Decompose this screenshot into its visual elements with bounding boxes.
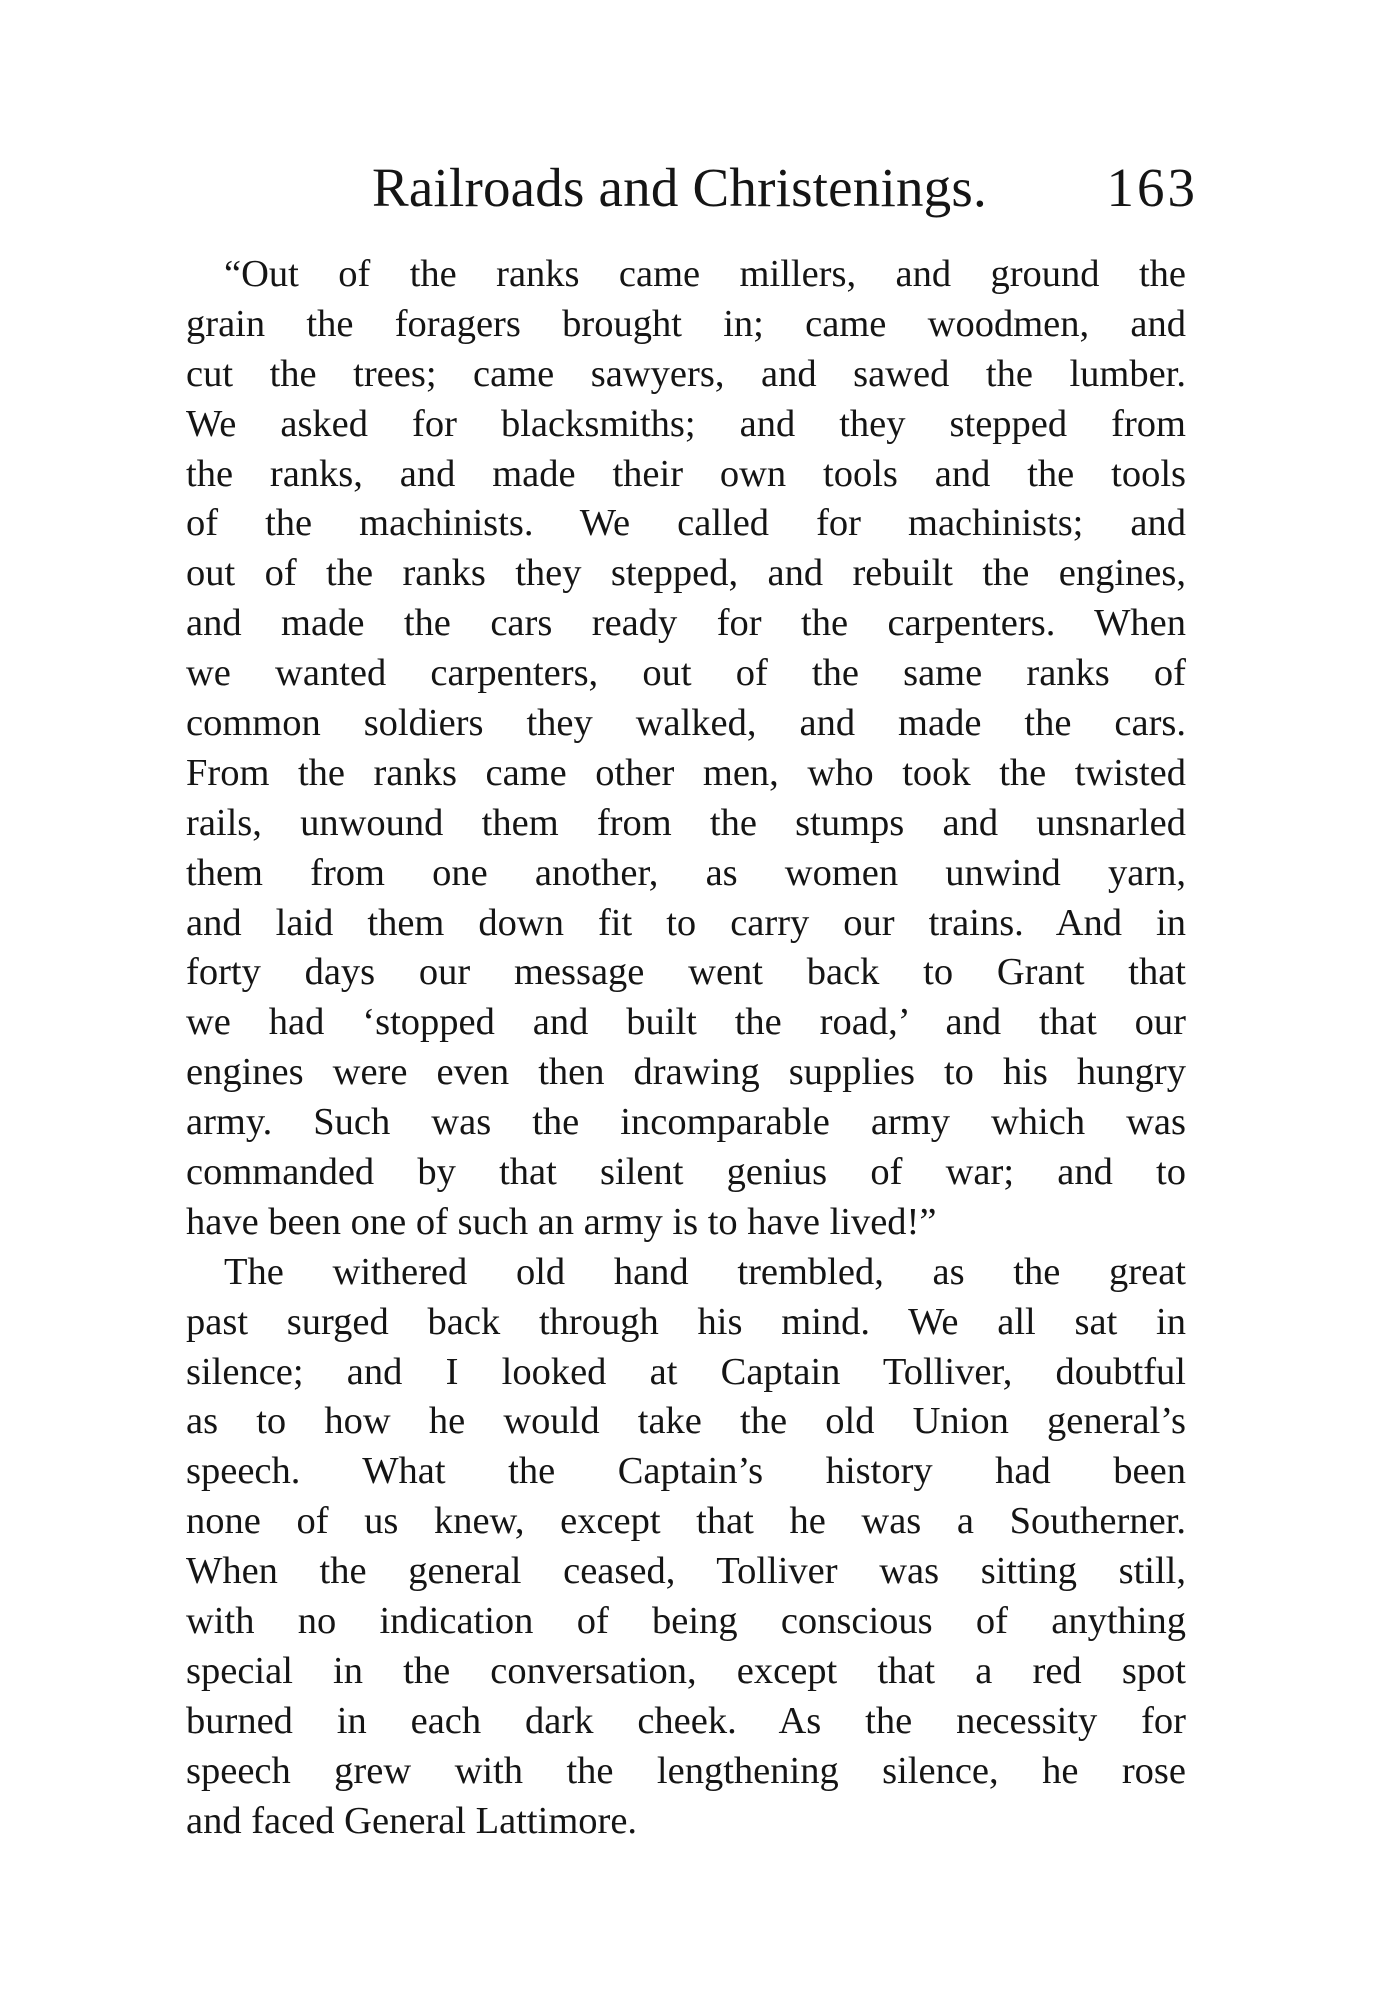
text-line: army. Such was the incomparable army which was: [186, 1101, 1186, 1144]
text-line: them from one another, as women unwind yarn,: [186, 851, 1186, 894]
text-line: speech. What the Captain’s history had been: [186, 1450, 1186, 1493]
text-line: and laid them down fit to carry our trains. And in: [186, 901, 1186, 944]
text-line: and faced General Lattimore.: [186, 1799, 638, 1842]
text-line: the ranks, and made their own tools and the tools: [186, 452, 1186, 495]
running-head: [372, 148, 1198, 228]
text-line: common soldiers they walked, and made the cars.: [186, 702, 1186, 745]
text-line: as to how he would take the old Union general’s: [186, 1400, 1186, 1443]
text-line: engines were even then drawing supplies to his hungry: [186, 1051, 1186, 1094]
text-line: silence; and I looked at Captain Tolliver, doubtful: [186, 1350, 1186, 1393]
text-line: we wanted carpenters, out of the same ranks of: [186, 652, 1186, 695]
text-line: From the ranks came other men, who took the twisted: [186, 751, 1186, 794]
text-line: have been one of such an army is to have lived!”: [186, 1200, 937, 1243]
text-line: commanded by that silent genius of war; and to: [186, 1151, 1186, 1194]
text-line: with no indication of being conscious of anything: [186, 1600, 1186, 1643]
text-line: rails, unwound them from the stumps and unsnarled: [186, 801, 1186, 844]
page-number: 163: [1106, 157, 1198, 218]
text-line: out of the ranks they stepped, and rebuilt the engines,: [186, 552, 1186, 595]
text-line: special in the conversation, except that a red spot: [186, 1649, 1186, 1692]
text-line: and made the cars ready for the carpenters. When: [186, 602, 1186, 645]
text-line: When the general ceased, Tolliver was sitting still,: [186, 1550, 1186, 1593]
text-line: past surged back through his mind. We all sat in: [186, 1300, 1186, 1343]
text-line: “Out of the ranks came millers, and ground the: [224, 253, 1186, 295]
text-line: speech grew with the lengthening silence, he rose: [186, 1749, 1186, 1792]
text-line: grain the foragers brought in; came woodmen, and: [186, 302, 1186, 345]
text-line: We asked for blacksmiths; and they stepped from: [186, 402, 1186, 445]
text-line: The withered old hand trembled, as the great: [224, 1250, 1186, 1293]
text-line: cut the trees; came sawyers, and sawed the lumber.: [186, 352, 1186, 395]
text-line: burned in each dark cheek. As the necessity for: [186, 1699, 1186, 1742]
body-text: [186, 250, 1186, 1847]
text-line: none of us knew, except that he was a Southerner.: [186, 1500, 1186, 1543]
text-line: forty days our message went back to Grant that: [186, 951, 1186, 994]
text-line: we had ‘stopped and built the road,’ and that our: [186, 1001, 1186, 1044]
text-line: of the machinists. We called for machinists; and: [186, 502, 1186, 545]
running-title: Railroads and Christenings.: [372, 157, 987, 218]
